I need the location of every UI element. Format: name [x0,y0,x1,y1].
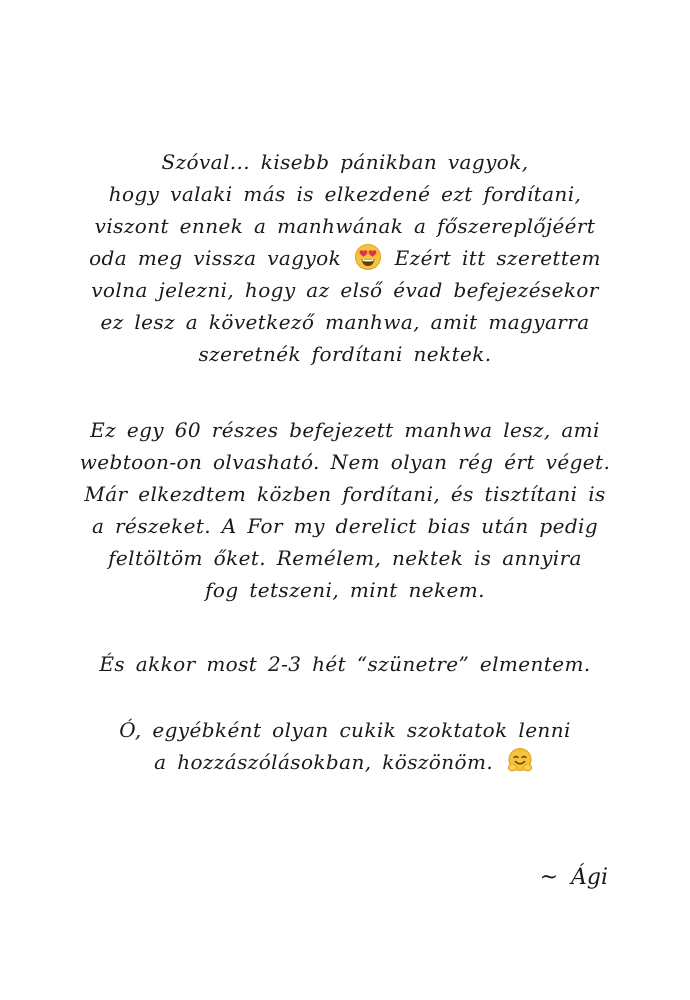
text-line: Már elkezdtem közben fordítani, és tisztítani is [84,482,606,506]
text-line: Ez egy 60 részes befejezett manhwa lesz, ami [90,418,600,442]
text-line: szeretnék fordítani nektek. [198,342,492,366]
text-line: a részeket. A For my derelict bias után pedig [91,514,599,538]
heart-eyes-emoji-icon [354,243,382,271]
text-line-with-emoji [40,242,650,274]
text-segment: a hozzászólásokban, köszönöm. [154,750,494,774]
text-line: És akkor most 2-3 hét “szünetre” elmentem. [99,652,591,676]
text-line: viszont ennek a manhwának a főszereplőjéért [94,214,596,238]
text-line-with-emoji [40,746,650,778]
text-segment: oda meg vissza vagyok [89,246,342,270]
paragraph-thanks [40,714,650,778]
text-line: ez lesz a következő manhwa, amit magyarra [100,310,590,334]
text-segment: Ezért itt szerettem [394,246,601,270]
text-line: hogy valaki más is elkezdené ezt fordítani, [108,182,582,206]
paragraph-intro [40,146,650,370]
hugging-face-emoji-icon [506,747,534,775]
signature: ~ Ági [539,865,608,890]
text-line: volna jelezni, hogy az első évad befejezésekor [91,278,599,302]
text-line: fog tetszeni, mint nekem. [205,578,485,602]
paragraph-details [40,414,650,606]
text-line: Ó, egyébként olyan cukik szoktatok lenni [119,718,571,742]
text-line: webtoon-on olvasható. Nem olyan rég ért véget. [79,450,611,474]
text-line: Szóval... kisebb pánikban vagyok, [161,150,529,174]
text-line: feltöltöm őket. Remélem, nektek is annyira [108,546,582,570]
paragraph-break [40,648,650,680]
